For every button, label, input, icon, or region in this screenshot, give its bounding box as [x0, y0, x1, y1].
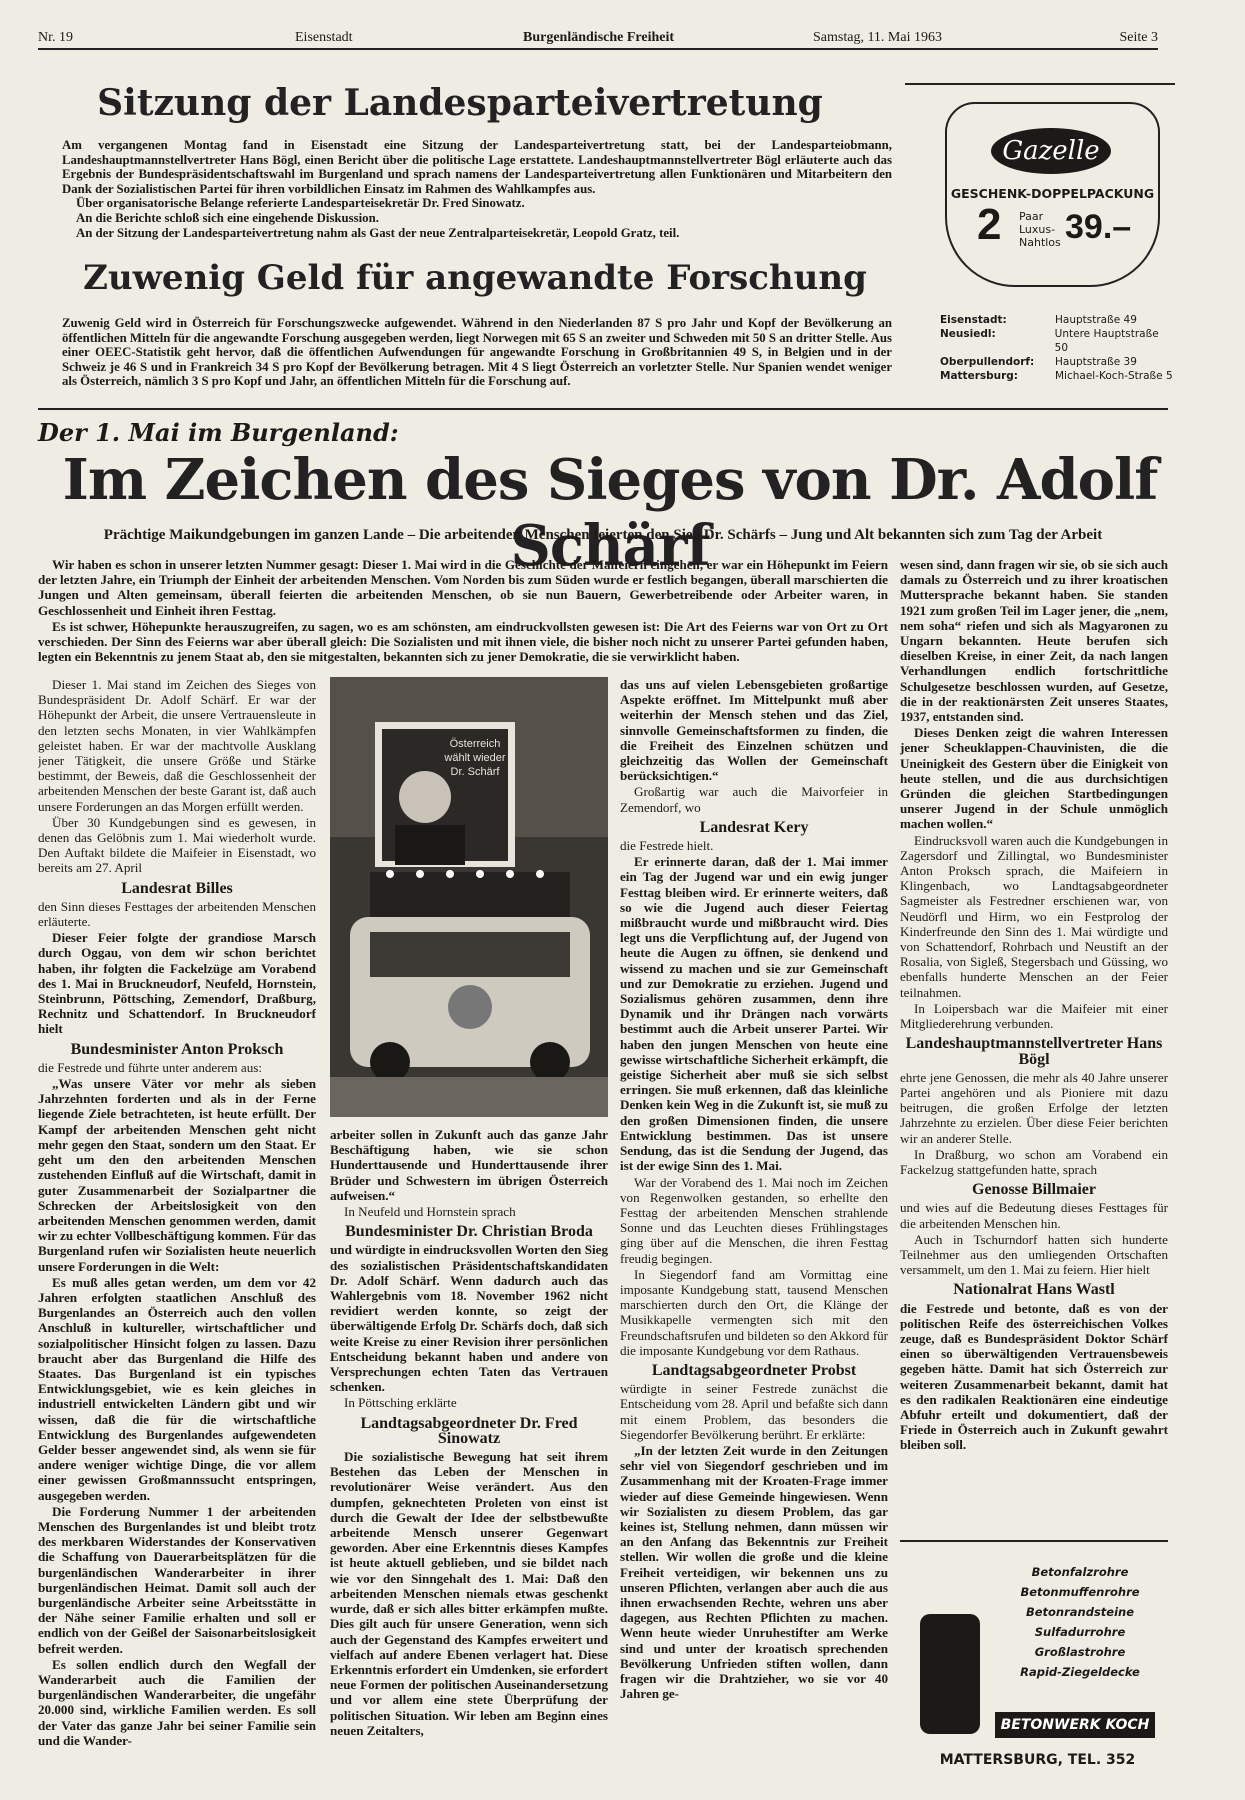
paragraph: „In der letzten Zeit wurde in den Zeitungen sehr viel von Siegendorf geschrieben und im Zusammenhang mit der Kroaten-Frage immer wieder auf diese Gemeinde hingewiesen. Wenn wir Sozialisten zu diesem Problem, das gar keines ist, Stellung nehmen, dann müssen wir an den Anfang das Bekenntnis zur Freiheit stellen. Wir wollen die große und die kleine Freiheit verteidigen, wir bekennen uns zu unseren Pflichten, verlangen aber auch die aus ihnen erwachsenden Rechte, wehren uns aber dagegen, aus Rechten Pflichten zu machen. Wenn heute wieder Unruhestifter am Werke sind und unter der kroatisch sprechenden Bevölkerung Unfrieden stiften wollen, dann fragen wir die Drahtzieher, wo sie vor 40 Jahren ge-: [620, 1442, 888, 1702]
ad-product: Großlastrohre: [1034, 1645, 1126, 1659]
pipe-icon: [920, 1614, 980, 1734]
ad-product: Betonfalzrohre: [1031, 1565, 1129, 1579]
advertisement: [900, 1540, 1168, 1790]
article-subtitle: Prächtige Maikundgebungen im ganzen Lande – Die arbeitenden Menschen feierten den Sieg Dr. Schärfs – Jung und Alt bekannten sich zum Tag der Arbeit: [103, 527, 1103, 543]
ad-brand-logo: Gazelle: [991, 128, 1111, 174]
paragraph: wesen sind, dann fragen wir sie, ob sie sich auch damals zu Österreich und zu ihrer kroatischen Muttersprache bekannt haben. Sie standen 1921 zum großen Teil im Lager jener, die „nem, nem soha“ riefen und sich als Magyaronen zu Ungarn bekannten. Heute berufen sich dieselben Kreise, in einer Zeit, da nach langen Verhandlungen endlich fortschrittliche Schulgesetze beschlossen wurden, auf Gesetze, die in der reaktionärsten Zeit unseres Staates, 1937, entstanden sind.: [900, 557, 1168, 725]
ad-contact: MATTERSBURG, TEL. 352: [939, 1752, 1136, 1768]
store-address: Michael-Koch-Straße 5: [1055, 370, 1173, 382]
paragraph: In Siegendorf fand am Vormittag eine imposante Kundgebung statt, tausend Menschen marschierten durch den Ort, die Klänge der Musikkapelle vermengten sich mit den Freundschaftsrufen und bildeten so den Akkord für die imposante Kundgebung vor dem Rathaus.: [620, 1266, 888, 1358]
store-address: Untere Hauptstraße 50: [1054, 328, 1159, 354]
subheading: Landtagsabgeordneter Probst: [651, 1361, 857, 1379]
paragraph: Dieser Feier folgte der grandiose Marsch durch Oggau, von dem wir schon berichtet haben, ihr folgten die Fackelzüge am Vorabend des 1. Mai in Bruckneudorf, Neufeld, Hornstein, Steinbrunn, Pöttsching, Zemendorf, Draßburg, Rechnitz und Schattendorf. In Bruckneudorf hielt: [38, 930, 316, 1037]
issue-number: Nr. 19: [38, 30, 73, 45]
paragraph: Auch in Tschurndorf hatten sich hunderte Teilnehmer aus den umliegenden Ortschaften versammelt, um den 1. Mai zu feiern. Hier hielt: [900, 1231, 1168, 1278]
advertisement: [905, 83, 1175, 403]
photo: [330, 677, 608, 1117]
photo-sign-text: Österreich wählt wieder Dr. Schärf: [444, 738, 506, 778]
subheading: Landesrat Kery: [699, 818, 809, 836]
ad-desc-line: Nahtlos: [1019, 236, 1061, 249]
paragraph: Die sozialistische Bewegung hat seit ihrem Bestehen das Leben der Menschen in revolutionärer Weise verändert. Aus den dumpfen, geknechteten Proleten von einst ist durch die Gewalt der Idee der selbstbewußte arbeitende Mensch unserer Gegenwart geworden. Aber eine Erkenntnis dieses Kampfes ist heute aktuell geblieben, und sie bildet nach wie vor den Sinngehalt des 1. Mai: Daß den arbeitenden Menschen niemals etwas geschenkt wurde, daß er sich alles bitter erkämpfen mußte. Dies gilt auch für unsere Generation, wenn sich auch der Gegenstand des Kampfes erweitert und vielfach auf andere Ebenen verlagert hat. Diese Erkenntnis erfordert ein Umdenken, sie erfordert neue Formen der politischen Auseinandersetzung und vor allem eine stete Überprüfung der politischen Situation. Wir leben am Beginn eines neuen Zeitalters,: [330, 1449, 608, 1738]
paragraph: Es muß alles getan werden, um dem vor 42 Jahren erfolgten staatlichen Anschluß des Burgenlandes an Österreich auch den vollen Anschluß in kultureller, wirtschaftlicher und sozialpolitischer Hinsicht folgen zu lassen. Dazu braucht aber das Burgenland die Hilfe des Staates. Das Burgenland ist ein typisches Entwicklungsgebiet, wie es kein gleiches in industriell entwickelten Ländern gibt und wir wissen, daß die für die wirtschaftliche Entwicklung des Burgenlandes aufgewendeten Gelder besser angewendet sind, als wenn sie für andere weniger wichtige Dinge, die vor allem einer gewissen Großmannssucht entspringen, ausgegeben werden.: [38, 1274, 316, 1503]
store-row: [940, 355, 1175, 369]
article-body: [62, 138, 892, 240]
article-lead: [38, 557, 888, 665]
article-title: Sitzung der Landesparteivertretung: [97, 82, 823, 124]
subheading: Landesrat Billes: [121, 879, 233, 897]
ad-price: 39.–: [1065, 208, 1132, 246]
subheading: Bundesminister Dr. Christian Broda: [345, 1223, 593, 1241]
subheading: Landtagsabgeordneter Dr. Fred Sinowatz: [360, 1414, 578, 1447]
article-body: Zuwenig Geld wird in Österreich für Forschungszwecke aufgewendet. Während in den Niederlanden 87 S pro Jahr und Kopf der Bevölkerung an öffentlichen Mitteln für die angewandte Forschung ausgegeben werden, liegt Norwegen mit 65 S an zweiter und Schweden mit 50 S an dritter Stelle. Aus einer OEEC-Statistik geht hervor, daß die öffentlichen Aufwendungen für angewandte Forschung in Großbritannien 49 S, in Belgien und in der Schweiz je 46 S und in Frankreich 34 S pro Kopf der Bevölkerung betragen. Mit 4 S liegt Österreich an vorletzter Stelle. Nur Spanien wendet weniger als Österreich, nämlich 3 S pro Kopf und Jahr, an öffentlichen Mitteln für die Forschung auf.: [62, 316, 892, 389]
header-page: Seite 3: [1119, 30, 1158, 45]
paragraph: In Neufeld und Hornstein sprach: [344, 1204, 516, 1220]
paragraph: die Festrede hielt.: [620, 838, 714, 854]
subheading: Bundesminister Anton Proksch: [70, 1040, 284, 1058]
article-title: Zuwenig Geld für angewandte Forschung: [83, 258, 867, 298]
ad-headline: GESCHENK-DOPPELPACKUNG: [950, 186, 1155, 201]
header-date: Samstag, 11. Mai 1963: [813, 30, 942, 45]
ad-product-list: [995, 1562, 1165, 1682]
paragraph: und würdigte in eindrucksvollen Worten den Sieg des sozialistischen Präsidentschaftskandidaten Dr. Adolf Schärf. Wenn dadurch auch das Wahlergebnis vom 18. November 1962 nicht revidiert werden konnte, so zeigt der überwältigende Erfolg Dr. Schärfs doch, daß sich weite Kreise zu einer Revision ihrer persönlichen Entscheidung bekannt haben und andere von Versprechungen echten Taten das Vertrauen schenken.: [330, 1242, 608, 1395]
store-city: Oberpullendorf:: [940, 356, 1035, 368]
paragraph: und wies auf die Bedeutung dieses Festtages für die arbeitenden Menschen hin.: [900, 1200, 1168, 1231]
column-1: [38, 677, 316, 1792]
ad-brand: BETONWERK KOCH: [995, 1712, 1155, 1738]
paragraph: War der Vorabend des 1. Mai noch im Zeichen von Regenwolken gestanden, so erhellte den Festtag der arbeitenden Menschen strahlende Sonne und das Leuchten dieses Frühlingstages ging über auf die Menschen, die ihren Festtag freudig begingen.: [620, 1174, 888, 1266]
paragraph: Die Forderung Nummer 1 der arbeitenden Menschen des Burgenlandes ist und bleibt trotz des merkbaren Widerstandes der Konservativen die Schaffung von Dauerarbeitsplätzen für die burgenländischen Wanderarbeiter in ihrer burgenländischen Heimat. Damit soll auch der burgenländische Arbeiter seine Arbeitsstätte in der Nähe seiner Familie erhalten und soll er endlich von der Geißel der Saisonarbeitslosigkeit befreit werden.: [38, 1503, 316, 1656]
ad-stores: [940, 313, 1175, 383]
column-3: [620, 677, 888, 1792]
store-row: [940, 369, 1175, 383]
ad-qty: 2: [977, 200, 1002, 249]
paragraph: den Sinn dieses Festtages der arbeitenden Menschen erläuterte.: [38, 898, 316, 930]
header-city: Eisenstadt: [295, 30, 353, 45]
paragraph: Es ist schwer, Höhepunkte herauszugreifen, zu sagen, wo es am schönsten, am eindruckvollsten gewesen ist: Die Art des Feierns war von Ort zu Ort verschieden. Der Sinn des Feierns war aber überall gleich: Die Sozialisten und mit ihnen viele, die bisher noch nicht zu unserer Partei gefunden haben, legten ein Bekenntnis zu jenem Staat ab, den sie mitgestalten, bekannten sich zu jener Demokratie, die sie verwirklicht haben.: [38, 618, 888, 665]
ad-product: Betonrandsteine: [1025, 1605, 1135, 1619]
ad-desc: [1019, 210, 1061, 249]
store-address: Hauptstraße 39: [1055, 356, 1137, 368]
paragraph: In Pöttsching erklärte: [344, 1395, 457, 1411]
paragraph: die Festrede und führte unter anderem aus:: [38, 1059, 262, 1075]
paragraph: An der Sitzung der Landesparteivertretung nahm als Gast der neue Zentralparteisekretär, Leopold Gratz, teil.: [76, 225, 680, 240]
paragraph: ehrte jene Genossen, die mehr als 40 Jahre unserer Partei angehören und als Pioniere mit dazu beitrugen, die großen Erfolge der letzten Jahrzehnte zu erzielen. Über diese Feier berichten wir an anderer Stelle.: [900, 1069, 1168, 1146]
subheading: Genosse Billmaier: [972, 1181, 1096, 1199]
paragraph: das uns auf vielen Lebensgebieten großartige Aspekte eröffnet. Im Mittelpunkt muß aber weiterhin der Mensch stehen und das Ziel, sinnvolle Gemeinschaftsformen zu finden, die die Freiheit des Einzelnen schützen und gleichzeitig das Wollen der Gemeinschaft berücksichtigen.“: [620, 677, 888, 784]
paragraph: Dieses Denken zeigt die wahren Interessen jener Scheuklappen-Chauvinisten, die die Uneinigkeit des Gestern über die Einigkeit von heute stellen, und die aus durchsichtigen Gründen die gleichen Startbedingungen unserer Jugend in der Schule unmöglich machen wollen.“: [900, 725, 1168, 832]
paragraph: Es sollen endlich durch den Wegfall der Wanderarbeit auch die Familien der burgenländischen Wanderarbeiter, die ungefähr 20.000 sind, wirkliche Familien werden. Es soll der Vater das ganze Jahr bei seiner Familie sein und die Wander-: [38, 1656, 316, 1748]
article-title: Im Zeichen des Sieges von Dr. Adolf Schärf: [62, 447, 1158, 579]
store-row: [940, 313, 1175, 327]
subheading: Nationalrat Hans Wastl: [953, 1281, 1115, 1299]
paragraph: würdigte in seiner Festrede zunächst die Entscheidung vom 28. April und befaßte sich dann mit einem Problem, das besonders die Siegendorfer Bevölkerung berührt. Er erklärte:: [620, 1381, 888, 1442]
ad-desc-line: Luxus-: [1019, 223, 1056, 236]
store-row: [940, 327, 1175, 355]
ad-product: Sulfadurrohre: [1034, 1625, 1126, 1639]
paragraph: Großartig war auch die Maivorfeier in Zemendorf, wo: [620, 784, 888, 815]
paragraph: die Festrede und betonte, daß es von der politischen Reife des österreichischen Volkes zeuge, daß es Bundespräsident Doktor Schärf einen so überwältigenden Vertrauensbeweis gegeben hätte. Damit hat sich Österreich zur weiteren Zusammenarbeit bekannt, damit hat es den radikalen Reaktionären eine eindeutige Abfuhr erteilt und dokumentiert, daß der Friede in Österreich auch in Zukunft gewahrt bleiben soll.: [900, 1300, 1168, 1453]
paragraph: Er erinnerte daran, daß der 1. Mai immer ein Tag der Jugend war und ein ewig junger Festtag bleiben wird. Er erinnerte weiters, daß so wie die Jugend auch dieser Feiertag mißbraucht wurde und mißbraucht wird. Dies legt uns die Verpflichtung auf, der Jugend von heute die Augen zu öffnen, sie denkend und wissend zu machen und sie zur Gemeinschaft und zur Demokratie zu erziehen. Jugend und Sozialismus gehören zusammen, denn ihre Dynamik und ihr Drängen nach vorwärts bestimmt auch die Arbeit unserer Partei. Wir haben den jungen Menschen von heute eine gewisse wirtschaftliche Sicherheit erkämpft, die geistige Sicherheit aber muß sie sich selbst erringen. Sie muß erkennen, daß das kleinliche Denken kein Weg in die Zukunft ist, sie muß zu den großen Dimensionen finden, die unsere Entwicklung bestimmen. Das ist unsere Sendung, das ist die Sendung der Jugend, das ist der ewige Sinn des 1. Mai.: [620, 854, 888, 1174]
article-kicker: Der 1. Mai im Burgenland:: [38, 418, 399, 447]
ad-desc-line: Paar: [1019, 210, 1044, 223]
paragraph: Am vergangenen Montag fand in Eisenstadt eine Sitzung der Landesparteivertretung statt, bei der Landesparteiobmann, Landeshauptmannstellvertreter Hans Bögl, einen Bericht über die politische Lage erstattete. Landeshauptmannstellvertreter Bögl erläuterte auch das Ergebnis der Bundespräsidentschaftswahl im Burgenland und sprach namens der Landesparteivertretung allen Funktionären und Mitarbeitern den Dank der Sozialistischen Partei für ihren vorbildlichen Einsatz im Rahmen des Wahlkampfes aus.: [62, 138, 892, 196]
divider: [38, 408, 1168, 410]
paragraph: „Was unsere Väter vor mehr als sieben Jahrzehnten forderten und als in der Ferne liegende Ziele betrachteten, ist heute erfüllt. Der Kampf der arbeitenden Menschen geht nicht mehr gegen den Staat, sondern um den Staat. Er geht um den den arbeitenden Menschen zustehenden Einfluß auf die Wirtschaft, damit in guter Zusammenarbeit der Sozialpartner die Schrecken der Arbeitslosigkeit von den arbeitenden Menschen genommen werden, damit wir zu echter Vollbeschäftigung kommen. Für das Burgenland rufen wir Sozialisten heute neuerlich unsere Forderungen in die Welt:: [38, 1076, 316, 1274]
paragraph: Über organisatorische Belange referierte Landesparteisekretär Dr. Fred Sinowatz.: [76, 196, 525, 211]
header-paper: Burgenländische Freiheit: [523, 30, 675, 45]
ad-product: Betonmuffenrohre: [1020, 1585, 1140, 1599]
store-city: Eisenstadt:: [940, 314, 1007, 326]
column-4: [900, 557, 1168, 1532]
paragraph: In Draßburg, wo schon am Vorabend ein Fackelzug stattgefunden hatte, sprach: [900, 1146, 1168, 1177]
paragraph: An die Berichte schloß sich eine eingehende Diskussion.: [76, 210, 379, 225]
subheading: Landeshauptmannstellvertreter Hans Bögl: [905, 1035, 1163, 1068]
column-2: [330, 1127, 608, 1792]
paragraph: Wir haben es schon in unserer letzten Nummer gesagt: Dieser 1. Mai wird in die Geschichte der Maifeiern eingehen, er war ein Höhepunkt im Feiern der letzten Jahre, ein Triumph der Einheit der arbeitenden Menschen. Vom Norden bis zum Süden wurde er festlich begangen, überall marschierten die Jungen und Alten gemeinsam, überall feierten die arbeitenden Menschen, ob sie nun Bauern, Gewerbetreibende oder Arbeiter waren, in Geschlossenheit und Einheit ihren Festtag.: [38, 557, 888, 618]
page-header: [38, 28, 1158, 50]
store-address: Hauptstraße 49: [1055, 314, 1137, 326]
paragraph: Dieser 1. Mai stand im Zeichen des Sieges von Bundespräsident Dr. Adolf Schärf. Er war der Höhepunkt der Arbeit, die unsere Vertrauensleute in den letzten sechs Monaten, in vier Wahlkämpfen geleistet haben. Er war der machtvolle Ausklang jener Tätigkeit, die unsere Größe und Stärke bestimmt, der Beweis, daß die Geschlossenheit der arbeitenden Menschen der beste Garant ist, daß auch unsere Forderungen an das Morgen erfüllt werden.: [38, 677, 316, 814]
paragraph: In Loipersbach war die Maifeier mit einer Mitgliederehrung verbunden.: [900, 1000, 1168, 1032]
ad-frame: [945, 102, 1160, 287]
paragraph: Über 30 Kundgebungen sind es gewesen, in denen das Gelöbnis zum 1. Mai wiederholt wurde. Den Auftakt bildete die Maifeier in Eisenstadt, wo bereits am 27. April: [38, 814, 316, 876]
paragraph: Eindrucksvoll waren auch die Kundgebungen in Zagersdorf und Zillingtal, wo Bundesminister Anton Proksch sprach, die Maifeiern in Klingenbach, wo Landtagsabgeordneter Sagmeister als Festredner erschienen war, von Neudörfl und Hirm, wo ein Festprolog der Kinderfreunde den Sinn des 1. Mai würdigte und von Schattendorf, Rohrbach und Neustift an der Rosalia, von Sigleß, Stegersbach und Güssing, wo ebenfalls hunderte Menschen an der Feier teilnahmen.: [900, 832, 1168, 1000]
paragraph: arbeiter sollen in Zukunft auch das ganze Jahr Beschäftigung haben, wie sie schon Hunderttausende und Hunderttausende ihrer Brüder und Schwestern im übrigen Österreich aufweisen.“: [330, 1127, 608, 1203]
ad-product: Rapid-Ziegeldecke: [1020, 1665, 1140, 1679]
store-city: Mattersburg:: [940, 370, 1019, 382]
store-city: Neusiedl:: [940, 328, 996, 340]
